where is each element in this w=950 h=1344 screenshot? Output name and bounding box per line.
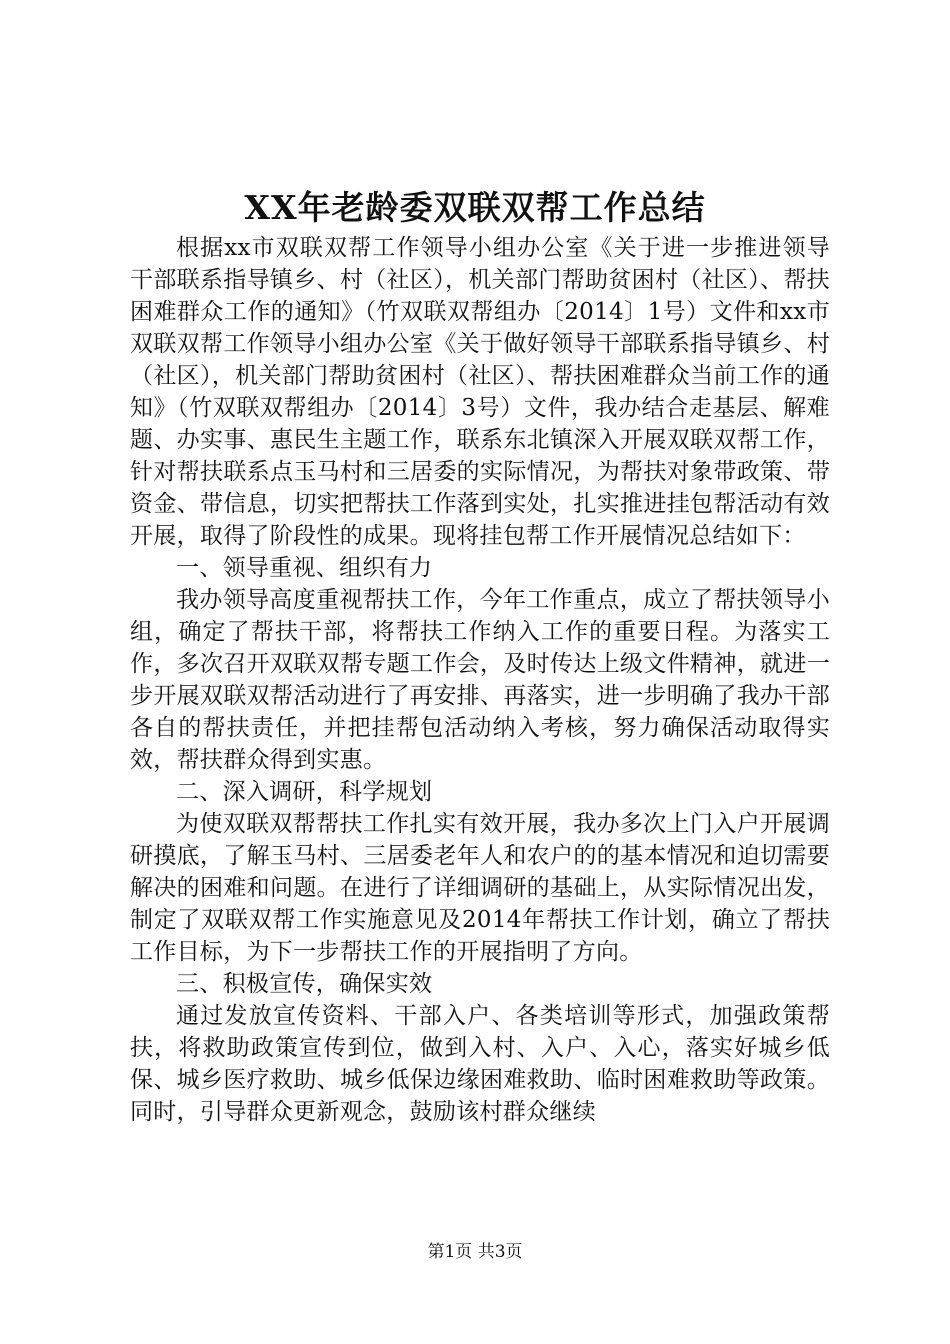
document-body (130, 232, 830, 1128)
section-heading-1: 一、领导重视、组织有力 (176, 555, 433, 581)
paragraph-section-1: 我办领导高度重视帮扶工作，今年工作重点，成立了帮扶领导小组，确定了帮扶干部，将帮扶工作纳入工作的重要日程。为落实工作，多次召开双联双帮专题工作会，及时传达上级文件精神，就进一步开展双联双帮活动进行了再安排、再落实，进一步明确了我办干部各自的帮扶责任，并把挂帮包活动纳入考核，努力确保活动取得实效，帮扶群众得到实惠。 (130, 587, 830, 773)
section-heading-3: 三、积极宣传，确保实效 (176, 971, 433, 997)
document-title: XX年老龄委双联双帮工作总结 (244, 188, 706, 227)
paragraph-section-2: 为使双联双帮帮扶工作扎实有效开展，我办多次上门入户开展调研摸底，了解玉马村、三居委老年人和农户的的基本情况和迫切需要解决的困难和问题。在进行了详细调研的基础上，从实际情况出发，制定了双联双帮工作实施意见及2014年帮扶工作计划，确立了帮扶工作目标，为下一步帮扶工作的开展指明了方向。 (130, 811, 830, 965)
page-number-footer: 第1页 共3页 (427, 1242, 523, 1262)
paragraph-section-3: 通过发放宣传资料、干部入户、各类培训等形式，加强政策帮扶，将救助政策宣传到位，做到入村、入户、入心，落实好城乡低保、城乡医疗救助、城乡低保边缘困难救助、临时困难救助等政策。同时，引导群众更新观念，鼓励该村群众继续 (130, 1003, 830, 1125)
section-heading-2: 二、深入调研，科学规划 (176, 779, 433, 805)
paragraph-intro: 根据xx市双联双帮工作领导小组办公室《关于进一步推进领导干部联系指导镇乡、村（社区），机关部门帮助贫困村（社区）、帮扶困难群众工作的通知》（竹双联双帮组办〔2014〕1号）文件和xx市双联双帮工作领导小组办公室《关于做好领导干部联系指导镇乡、村（社区），机关部门帮助贫困村（社区）、帮扶困难群众当前工作的通知》（竹双联双帮组办〔2014〕3号）文件，我办结合走基层、解难题、办实事、惠民生主题工作，联系东北镇深入开展双联双帮工作，针对帮扶联系点玉马村和三居委的实际情况，为帮扶对象带政策、带资金、带信息，切实把帮扶工作落到实处，扎实推进挂包帮活动有效开展，取得了阶段性的成果。现将挂包帮工作开展情况总结如下： (130, 235, 830, 549)
